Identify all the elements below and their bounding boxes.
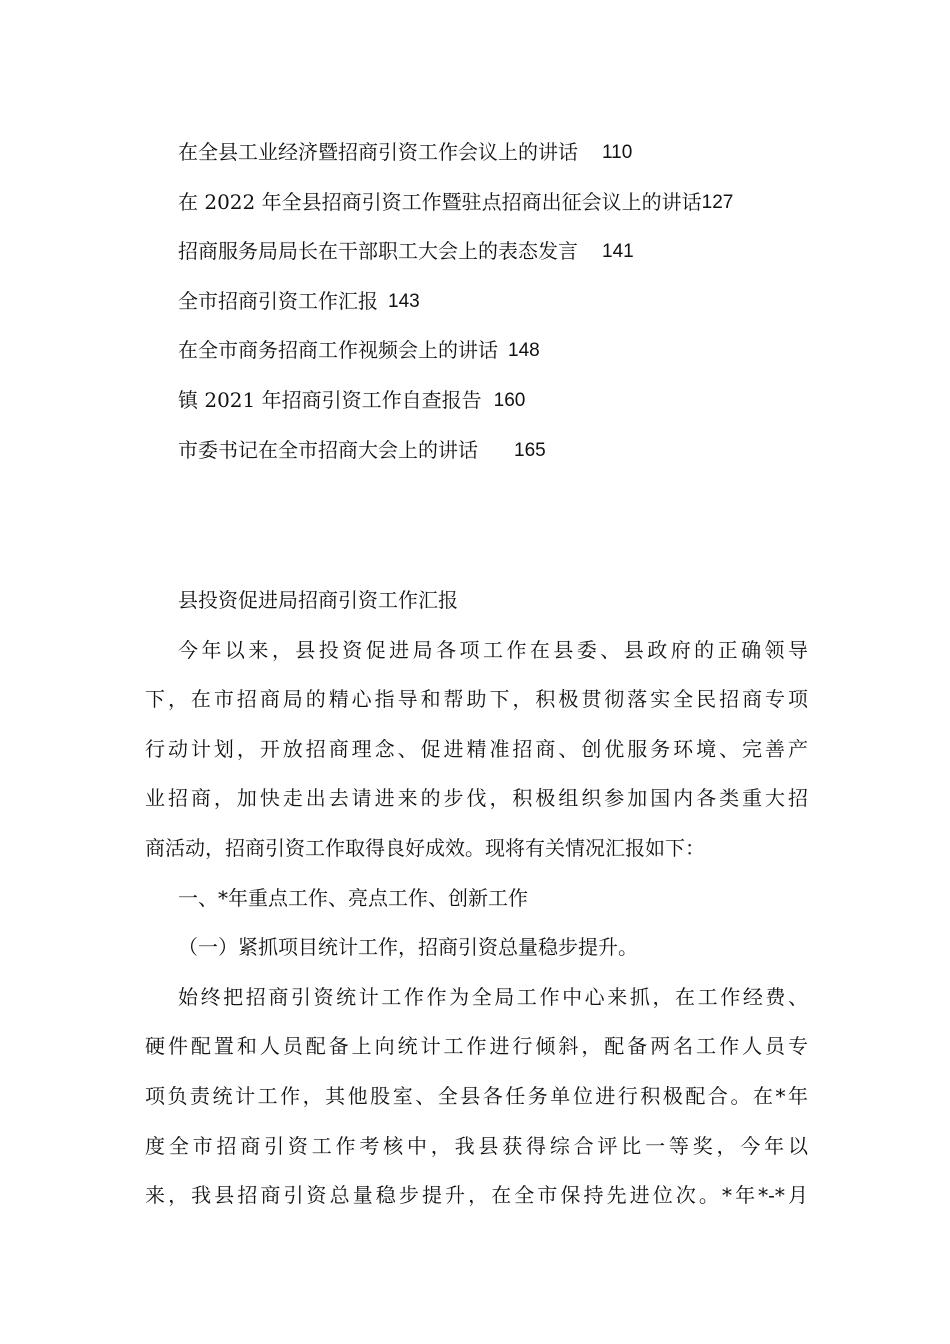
body-line: 硬件配置和人员配备上向统计工作进行倾斜，配备两名工作人员专 <box>145 1034 808 1059</box>
toc-entry[interactable] <box>178 376 858 426</box>
toc-entry-page-number: 110 <box>602 142 633 163</box>
intro-line: 业招商，加快走出去请进来的步伐，积极组织参加国内各类重大招 <box>145 786 808 811</box>
toc-entry-title: 在 2022 年全县招商引资工作暨驻点招商出征会议上的讲话 <box>178 189 702 214</box>
toc-entry-page-number: 165 <box>514 439 546 461</box>
toc-entry-title: 在全县工业经济暨招商引资工作会议上的讲话 <box>178 140 578 164</box>
toc-entry-page-number: 148 <box>508 340 540 362</box>
toc-entry-page-number: 160 <box>493 389 526 411</box>
body-line: 始终把招商引资统计工作作为全局工作中心来抓，在工作经费、 <box>178 984 808 1009</box>
intro-line: 行动计划，开放招商理念、促进精准招商、创优服务环境、完善产 <box>145 736 808 761</box>
toc-entry-title: 招商服务局局长在干部职工大会上的表态发言 <box>178 239 578 264</box>
toc-entry[interactable] <box>178 426 858 476</box>
intro-line: 今年以来，县投资促进局各项工作在县委、县政府的正确领导 <box>178 637 808 662</box>
body-line: 项负责统计工作，其他股室、全县各任务单位进行积极配合。在*年 <box>145 1083 808 1108</box>
intro-paragraph <box>145 626 808 874</box>
body-paragraph <box>145 973 808 1221</box>
toc-entry[interactable] <box>178 128 858 178</box>
toc-entry[interactable] <box>178 326 858 376</box>
toc-entry[interactable] <box>178 277 858 327</box>
toc-entry-page-number: 127 <box>701 191 734 213</box>
subsection-heading: （一）紧抓项目统计工作，招商引资总量稳步提升。 <box>178 935 638 960</box>
toc-entry-title: 全市招商引资工作汇报 <box>178 288 378 313</box>
toc-entry-page-number: 143 <box>388 290 420 312</box>
toc-entry-title: 镇 2021 年招商引资工作自查报告 <box>178 387 482 412</box>
intro-line: 商活动，招商引资工作取得良好成效。现将有关情况汇报如下： <box>145 835 705 860</box>
section-heading: 一、*年重点工作、亮点工作、创新工作 <box>178 885 528 910</box>
body-line: 来，我县招商引资总量稳步提升，在全市保持先进位次。*年*-*月 <box>145 1183 808 1208</box>
toc-entry[interactable] <box>178 178 858 228</box>
table-of-contents <box>178 128 858 475</box>
toc-entry-title: 市委书记在全市招商大会上的讲话 <box>178 437 478 462</box>
toc-entry[interactable] <box>178 227 858 277</box>
intro-line: 下，在市招商局的精心指导和帮助下，积极贯彻落实全民招商专项 <box>145 687 808 712</box>
article-title: 县投资促进局招商引资工作汇报 <box>178 588 458 612</box>
toc-entry-title: 在全市商务招商工作视频会上的讲话 <box>178 338 498 363</box>
body-line: 度全市招商引资工作考核中，我县获得综合评比一等奖，今年以 <box>145 1133 808 1158</box>
toc-entry-page-number: 141 <box>602 241 634 263</box>
article <box>145 576 808 1221</box>
